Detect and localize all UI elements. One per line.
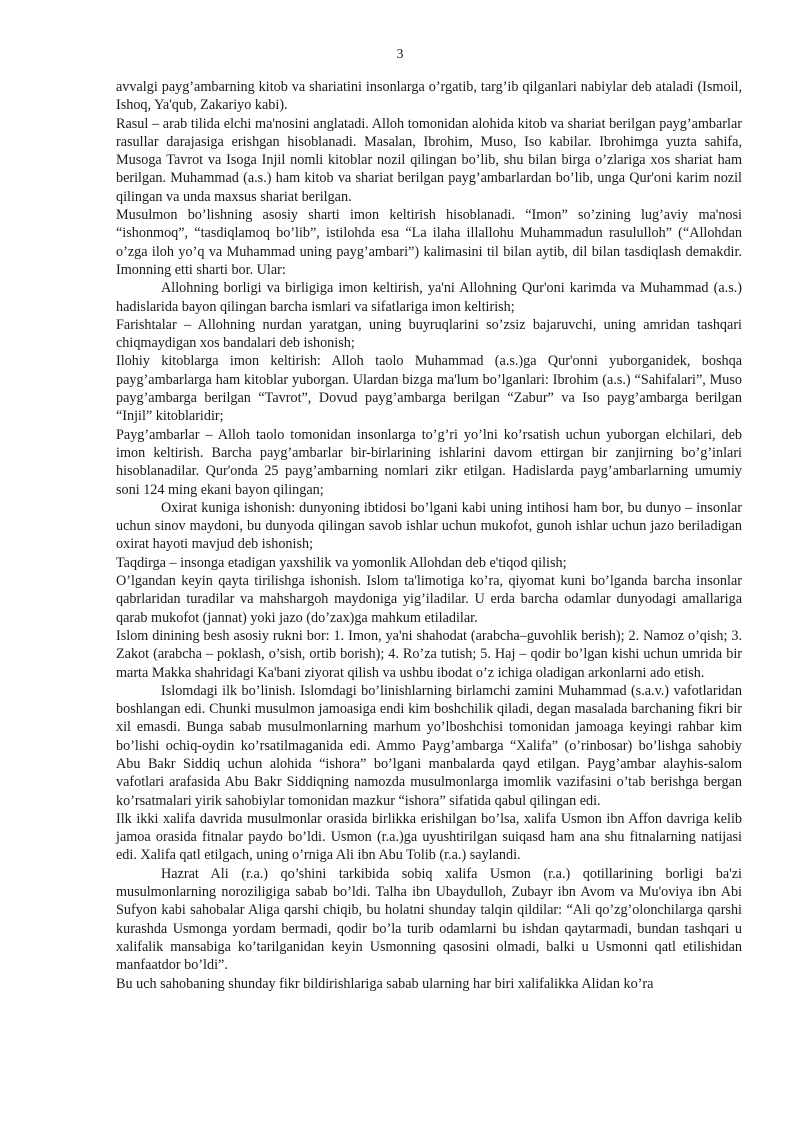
paragraph-farishtalar: Farishtalar – Allohning nurdan yaratgan, uning buyruqlarini so’zsiz bajaruvchi, uning amridan tashqari chiqmaydigan xos bandalari deb ishonish; [116, 316, 742, 352]
page-number: 3 [396, 47, 404, 62]
paragraph-kitoblar: Ilohiy kitoblarga imon keltirish: Alloh taolo Muhammad (a.s.)ga Qur'onni yuborganidek, boshqa payg’ambarlarga ham kitoblar yuborgan. Ulardan bizga ma'lum bo’lganlari: Ibrohim (a.s.) “Sahifalari”, Muso payg’ambarga berilgan “Tavrot”, Dovud payg’ambarga berilgan “Zabur” va Iso payg’ambarga berilgan “Injil” kitoblaridir; [116, 353, 742, 425]
paragraph-rasul: Rasul – arab tilida elchi ma'nosini anglatadi. Alloh tomonidan alohida kitob va shariat berilgan payg’ambarlar rasullar darajasiga erishgan hisoblanadi. Masalan, Ibrohim, Muso, Iso kabilar. Ibrohimga yuzta sahifa, Musoga Tavrot va Isoga Injil nomli kitoblar nozil qilingan bo’lib, shu bilan birga o’zlariga xos shariat ham berilgan. Muhammad (a.s.) ham kitob va shariat berilgan payg’ambarlardan bo’lib, unga Qur'oni karim nozil qilingan va unda maxsus shariat berilgan. [116, 115, 742, 205]
paragraph-besh-rukn: Islom dinining besh asosiy rukni bor: 1. Imon, ya'ni shahodat (arabcha–guvohlik berish); 2. Namoz o’qish; 3. Zakot (arabcha – poklash, o’sish, ortib borish); 4. Ro’za tutish; 5. Haj – qodir bo’lgan kishi uchun umrida bir marta Makka shahridagi Ka'bani ziyorat qilish va ushbu ibodat o’z ichiga oladigan arkonlarni ado etish. [116, 627, 742, 681]
paragraph-taqdir: Taqdirga – insonga etadigan yaxshilik va yomonlik Allohdan deb e'tiqod qilish; [116, 554, 567, 571]
paragraph-tirilish: O’lgandan keyin qayta tirilishga ishonish. Islom ta'limotiga ko’ra, qiyomat kuni bo’lganda barcha insonlar qabrlaridan turadilar va mahshargoh maydoniga yig’iladilar. U erda barcha odamlar dunyodagi amallariga qarab mukofot (jannat) yoki jazo (do’zax)ga mahkum etiladilar. [116, 573, 742, 626]
paragraph-alloh: Allohning borligi va birligiga imon keltirish, ya'ni Allohning Qur'oni karimda va Muhammad (a.s.) hadislarida bayon qilingan barcha ismlari va sifatlariga imon keltirish; [116, 280, 742, 315]
paragraph-ilk-bolinish: Islomdagi ilk bo’linish. Islomdagi bo’linishlarning birlamchi zamini Muhammad (s.a.v.) vafotlaridan boshlangan edi. Chunki musulmon jamoasiga endi kim boshchilik qiladi, degan masalada barchaning fikri bir xil emasdi. Bunga sabab musulmonlarning marhum yo’lboshchisi tomonidan jamoaga keyingi rahbar kim bo’lishi ochiq-oydin ko’rsatilmaganida edi. Ammo Payg’ambarga “Xalifa” (o’rinbosar) bo’lishga sahobiy Abu Bakr Siddiq uchun alohida “ishora” bo’lgani manbalarda qayd etilgan. Payg’ambar alayhis-salom vafotlari arafasida Abu Bakr Siddiqning namozda musulmonlarga imomlik vazifasini o’tab berishga bergan ko’rsatmalari yirik sahobiylar tomonidan mazkur “ishora” sifatida qabul qilingan edi. [116, 682, 742, 809]
paragraph-nabiylar: avvalgi payg’ambarning kitob va shariatini insonlarga o’rgatib, targ’ib qilganlari nabiylar deb ataladi (Ismoil, Ishoq, Ya'qub, Zakariyo kabi). [116, 79, 742, 114]
paragraph-ilk-ikki-xalifa: Ilk ikki xalifa davrida musulmonlar orasida birlikka erishilgan bo’lsa, xalifa Usmon ibn Affon davriga kelib jamoa orasida fitnalar paydo bo’ldi. Usmon (r.a.)ga uyushtirilgan suiqasd ham ana shu fitnalarning natijasi edi. Xalifa qatl etilgach, uning o’rniga Ali ibn Abu Tolib (r.a.) saylandi. [116, 810, 742, 864]
paragraph-paygambarlar: Payg’ambarlar – Alloh taolo tomonidan insonlarga to’g’ri yo’lni ko’rsatish uchun yuborgan elchilari, deb imon keltirish. Barcha payg’ambarlar bir-birlarining ishlarini davom ettirgan bir zanjirning bo’g’inlari hisoblanadilar. Qur'onda 25 payg’ambarning nomlari zikr etilgan. Hadislarda payg’ambarlarning umumiy soni 124 ming ekani bayon qilingan; [116, 426, 742, 498]
paragraph-uch-sahoba: Bu uch sahobaning shunday fikr bildirishlariga sabab ularning har biri xalifalikka Alidan ko’ra [116, 975, 654, 992]
paragraph-hazrat-ali: Hazrat Ali (r.a.) qo’shini tarkibida sobiq xalifa Usmon (r.a.) qotillarining borligi ba'zi musulmonlarning noroziligiga sabab bo’ldi. Talha ibn Ubaydulloh, Zubayr ibn Avom va Mu'oviya ibn Abi Sufyon kabi sahobalar Aliga qarshi chiqib, bu holatni shunday talqin qildilar: “Ali qo’zg’olonchilarga qarshi kurashda Usmonga yordam bermadi, qodir bo’la turib odamlarni bu ishdan qaytarmadi, bundan tashqari u xalifalik mansabiga ko’tarilganidan keyin Usmonning qasosini olmadi, balki u Usmonni qatl etilishidan manfaatdor bo’ldi”. [116, 865, 742, 974]
paragraph-imon: Musulmon bo’lishning asosiy sharti imon keltirish hisoblanadi. “Imon” so’zining lug’aviy ma'nosi “ishonmoq”, “tasdiqlamoq bo’lib”, istilohda esa “La ilaha illallohu Muhammadun rasululloh” (“Allohdan o’zga iloh yo’q va Muhammad uning payg’ambari”) kalimasini til bilan aytib, dil bilan tasdiqlash demakdir. Imonning etti sharti bor. Ular: [116, 207, 742, 278]
document-body [116, 78, 742, 993]
paragraph-oxirat: Oxirat kuniga ishonish: dunyoning ibtidosi bo’lgani kabi uning intihosi ham bor, bu dunyo – insonlar uchun sinov maydoni, bu dunyoda qilingan savob ishlar uchun mukofot, gunoh ishlar uchun jazo beriladigan oxirat hayoti mavjud deb ishonish; [116, 499, 742, 553]
